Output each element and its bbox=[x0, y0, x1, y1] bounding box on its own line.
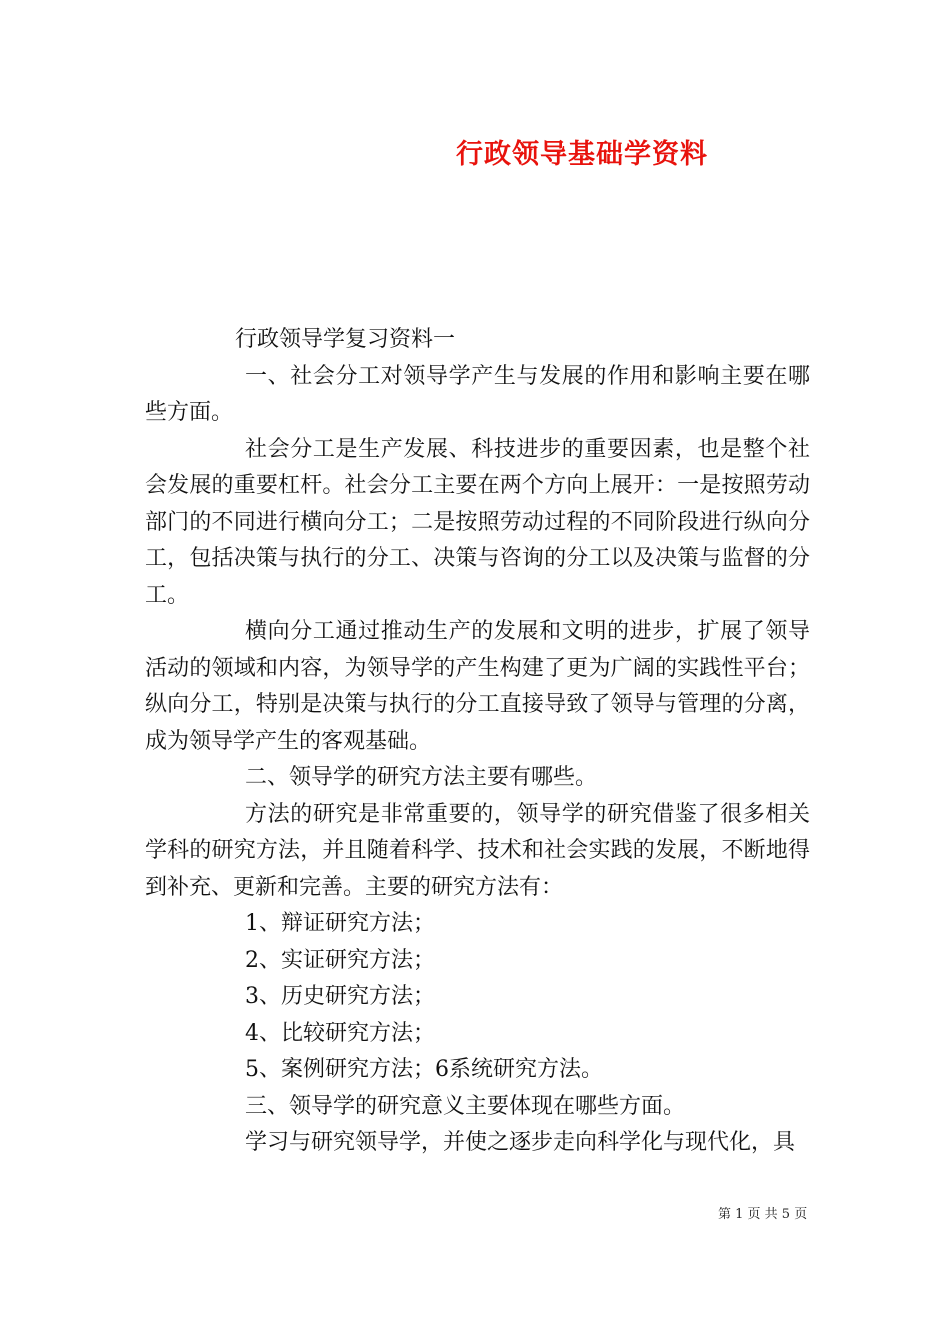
document-body bbox=[145, 322, 810, 1162]
section-1-heading: 一、社会分工对领导学产生与发展的作用和影响主要在哪些方面。 bbox=[145, 363, 810, 425]
section-2-heading: 二、领导学的研究方法主要有哪些。 bbox=[245, 765, 598, 790]
document-title: 行政领导基础学资料 bbox=[456, 139, 708, 170]
method-item: 1、辩证研究方法； bbox=[245, 911, 435, 936]
document-subtitle: 行政领导学复习资料一 bbox=[235, 327, 456, 352]
paragraph: 横向分工通过推动生产的发展和文明的进步，扩展了领导活动的领域和内容，为领导学的产生构建了更为广阔的实践性平台；纵向分工，特别是决策与执行的分工直接导致了领导与管理的分离，成为领导学产生的客观基础。 bbox=[145, 619, 810, 754]
section-3-heading: 三、领导学的研究意义主要体现在哪些方面。 bbox=[245, 1093, 686, 1119]
method-item: 3、历史研究方法； bbox=[245, 984, 435, 1009]
paragraph: 方法的研究是非常重要的，领导学的研究借鉴了很多相关学科的研究方法，并且随着科学、技术和社会实践的发展，不断地得到补充、更新和完善。主要的研究方法有： bbox=[145, 801, 810, 900]
method-item: 2、实证研究方法； bbox=[245, 947, 435, 973]
method-item: 5、案例研究方法；6系统研究方法。 bbox=[245, 1057, 603, 1082]
paragraph: 社会分工是生产发展、科技进步的重要因素，也是整个社会发展的重要杠杆。社会分工主要在两个方向上展开：一是按照劳动部门的不同进行横向分工；二是按照劳动过程的不同阶段进行纵向分工，包括决策与执行的分工、决策与咨询的分工以及决策与监督的分工。 bbox=[145, 436, 810, 608]
method-item: 4、比较研究方法； bbox=[245, 1020, 435, 1046]
page-number: 第 1 页 共 5 页 bbox=[718, 1207, 808, 1222]
paragraph: 学习与研究领导学，并使之逐步走向科学化与现代化，具 bbox=[245, 1130, 796, 1155]
